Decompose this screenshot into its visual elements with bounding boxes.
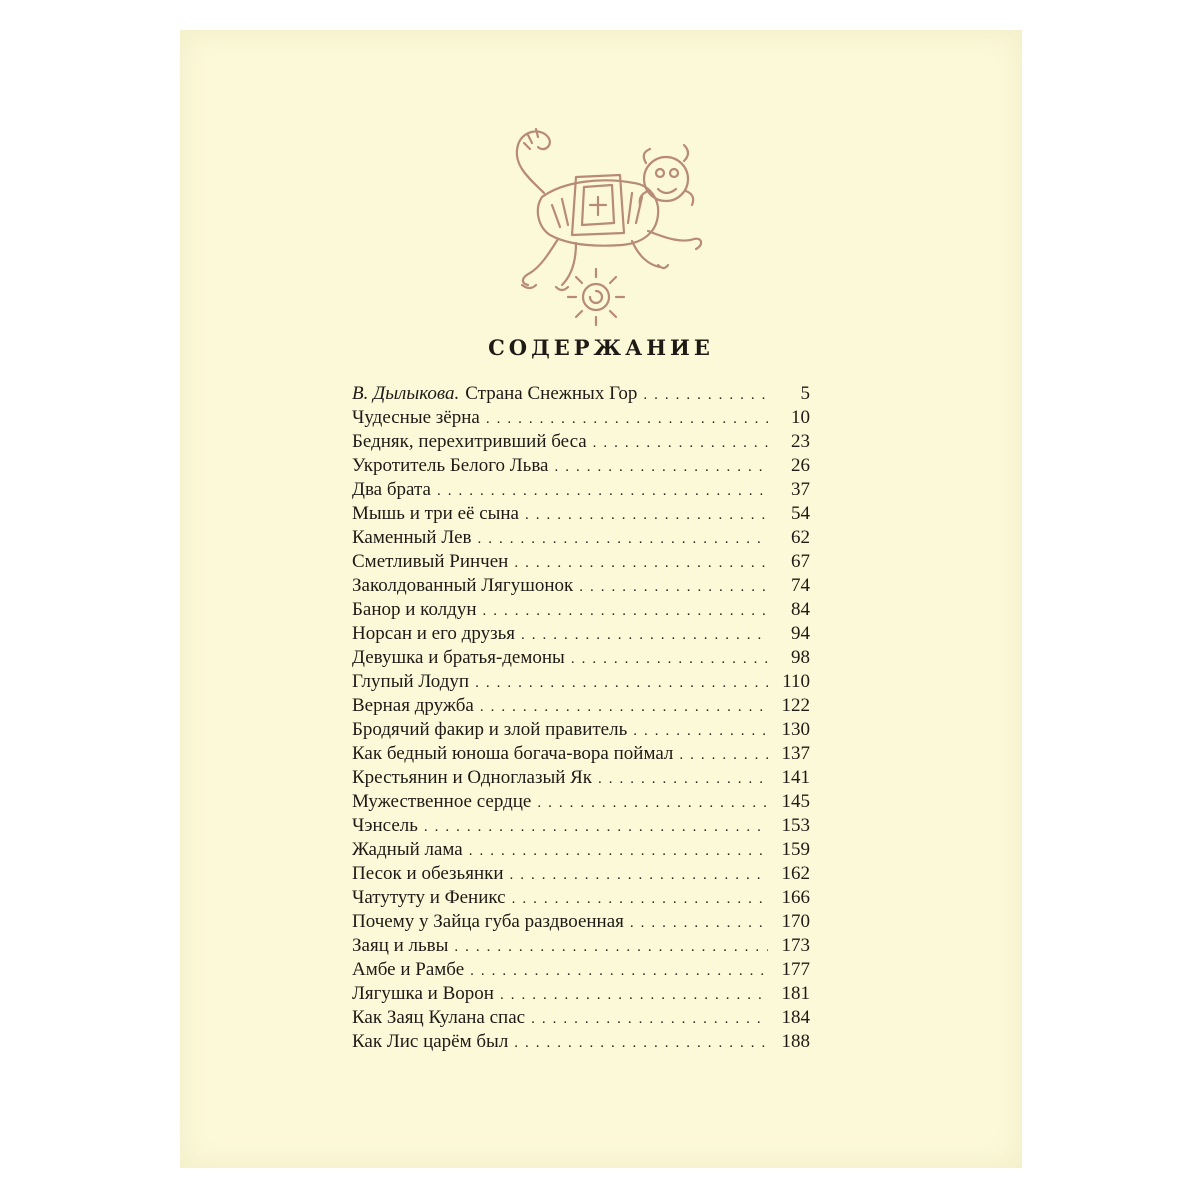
entry-title: Норсан и его друзья	[352, 623, 515, 644]
dot-leader	[480, 699, 768, 716]
entry-page-number: 170	[781, 911, 810, 932]
toc-entry[interactable]	[352, 383, 810, 407]
toc-entry[interactable]	[352, 887, 810, 911]
entry-page-number: 84	[791, 599, 810, 620]
tiger-and-sun-icon	[472, 115, 712, 330]
toc-entry[interactable]	[352, 695, 810, 719]
entry-title: Как Лис царём был	[352, 1031, 509, 1052]
entry-title: Заяц и львы	[352, 935, 449, 956]
entry-title: Страна Снежных Гор	[465, 383, 638, 404]
entry-title: Как Заяц Кулана спас	[352, 1007, 526, 1028]
entry-title: Сметливый Ринчен	[352, 551, 509, 572]
toc-entry[interactable]	[352, 839, 810, 863]
dot-leader	[593, 435, 768, 452]
entry-author: В. Дылыкова.	[352, 383, 460, 404]
entry-page-number: 122	[781, 695, 810, 716]
dot-leader	[554, 459, 768, 476]
dot-leader	[500, 987, 768, 1004]
entry-page-number: 166	[781, 887, 810, 908]
dot-leader	[643, 387, 768, 404]
entry-page-number: 62	[791, 527, 810, 548]
entry-page-number: 26	[791, 455, 810, 476]
entry-title: Бедняк, перехитривший беса	[352, 431, 587, 452]
entry-title: Банор и колдун	[352, 599, 477, 620]
toc-entry[interactable]	[352, 407, 810, 431]
dot-leader	[579, 579, 768, 596]
entry-title: Песок и обезьянки	[352, 863, 504, 884]
entry-page-number: 137	[781, 743, 810, 764]
toc-entry[interactable]	[352, 911, 810, 935]
toc-entry[interactable]	[352, 983, 810, 1007]
entry-page-number: 141	[781, 767, 810, 788]
entry-page-number: 74	[791, 575, 810, 596]
entry-page-number: 162	[781, 863, 810, 884]
toc-entry[interactable]	[352, 575, 810, 599]
entry-page-number: 37	[791, 479, 810, 500]
toc-entry[interactable]	[352, 791, 810, 815]
toc-entry[interactable]	[352, 743, 810, 767]
toc-entry[interactable]	[352, 551, 810, 575]
dot-leader	[514, 1035, 768, 1052]
dot-leader	[633, 723, 768, 740]
dot-leader	[483, 603, 768, 620]
toc-entry[interactable]	[352, 671, 810, 695]
entry-title: Мужественное сердце	[352, 791, 532, 812]
entry-page-number: 159	[781, 839, 810, 860]
entry-page-number: 130	[781, 719, 810, 740]
dot-leader	[512, 891, 768, 908]
toc-entry[interactable]	[352, 1007, 810, 1031]
toc-entry[interactable]	[352, 479, 810, 503]
dot-leader	[679, 747, 768, 764]
toc-entry[interactable]	[352, 647, 810, 671]
entry-title: Чудесные зёрна	[352, 407, 480, 428]
dot-leader	[571, 651, 768, 668]
entry-title: Глупый Лодуп	[352, 671, 470, 692]
entry-page-number: 153	[781, 815, 810, 836]
dot-leader	[486, 411, 768, 428]
entry-page-number: 67	[791, 551, 810, 572]
toc-entry[interactable]	[352, 503, 810, 527]
dot-leader	[475, 675, 768, 692]
entry-title: Почему у Зайца губа раздвоенная	[352, 911, 624, 932]
entry-page-number: 54	[791, 503, 810, 524]
toc-entry[interactable]	[352, 1031, 810, 1055]
entry-title: Два брата	[352, 479, 431, 500]
toc-entry[interactable]	[352, 431, 810, 455]
dot-leader	[531, 1011, 768, 1028]
entry-page-number: 10	[791, 407, 810, 428]
entry-page-number: 184	[781, 1007, 810, 1028]
dot-leader	[437, 483, 768, 500]
dot-leader	[470, 963, 768, 980]
toc-entry[interactable]	[352, 623, 810, 647]
entry-title: Верная дружба	[352, 695, 474, 716]
entry-page-number: 181	[781, 983, 810, 1004]
dot-leader	[469, 843, 768, 860]
dot-leader	[478, 531, 769, 548]
toc-entry[interactable]	[352, 935, 810, 959]
toc-entry[interactable]	[352, 527, 810, 551]
toc-entry[interactable]	[352, 767, 810, 791]
dot-leader	[424, 819, 768, 836]
toc-entry[interactable]	[352, 959, 810, 983]
entry-title: Лягушка и Ворон	[352, 983, 494, 1004]
entry-title: Как бедный юноша богача-вора поймал	[352, 743, 674, 764]
entry-title: Жадный лама	[352, 839, 463, 860]
entry-page-number: 145	[781, 791, 810, 812]
dot-leader	[630, 915, 768, 932]
toc-entry[interactable]	[352, 863, 810, 887]
dot-leader	[525, 507, 768, 524]
dot-leader	[454, 939, 768, 956]
entry-page-number: 5	[800, 383, 810, 404]
entry-title: Бродячий факир и злой правитель	[352, 719, 628, 740]
toc-entry[interactable]	[352, 815, 810, 839]
dot-leader	[514, 555, 768, 572]
entry-page-number: 23	[791, 431, 810, 452]
dot-leader	[510, 867, 768, 884]
entry-title: Мышь и три её сына	[352, 503, 519, 524]
entry-title: Каменный Лев	[352, 527, 472, 548]
toc-entry[interactable]	[352, 455, 810, 479]
page-title: СОДЕРЖАНИЕ	[488, 335, 714, 360]
entry-title: Девушка и братья-демоны	[352, 647, 565, 668]
toc-entry[interactable]	[352, 599, 810, 623]
entry-title: Амбе и Рамбе	[352, 959, 465, 980]
entry-title: Заколдованный Лягушонок	[352, 575, 574, 596]
entry-page-number: 173	[781, 935, 810, 956]
entry-page-number: 177	[781, 959, 810, 980]
entry-page-number: 110	[782, 671, 810, 692]
dot-leader	[598, 771, 768, 788]
entry-page-number: 94	[791, 623, 810, 644]
entry-page-number: 98	[791, 647, 810, 668]
entry-title: Крестьянин и Одноглазый Як	[352, 767, 593, 788]
book-page	[180, 30, 1022, 1168]
entry-title: Чатутуту и Феникс	[352, 887, 506, 908]
toc-entry[interactable]	[352, 719, 810, 743]
entry-page-number: 188	[781, 1031, 810, 1052]
dot-leader	[521, 627, 768, 644]
entry-title: Укротитель Белого Льва	[352, 455, 549, 476]
entry-title: Чэнсель	[352, 815, 418, 836]
dot-leader	[537, 795, 768, 812]
table-of-contents	[352, 383, 810, 1055]
